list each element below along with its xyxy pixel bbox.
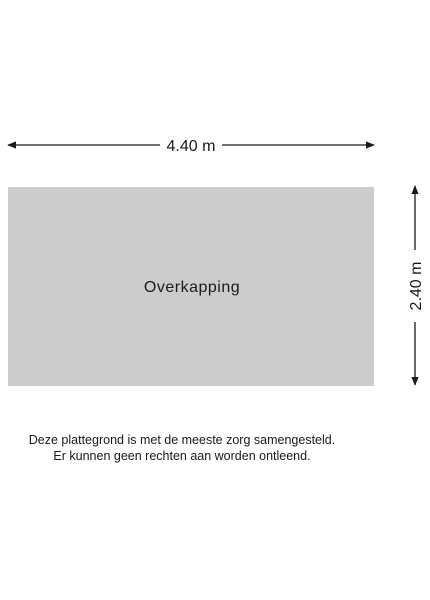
disclaimer-line-2: Er kunnen geen rechten aan worden ontleend. — [53, 449, 311, 463]
width-dimension-label: 4.40 m — [166, 138, 216, 155]
height-dimension-label: 2.40 m — [408, 261, 425, 311]
room-label: Overkapping — [143, 279, 241, 296]
disclaimer — [0, 432, 364, 464]
disclaimer-line-1: Deze plattegrond is met de meeste zorg samengesteld. — [28, 433, 336, 447]
